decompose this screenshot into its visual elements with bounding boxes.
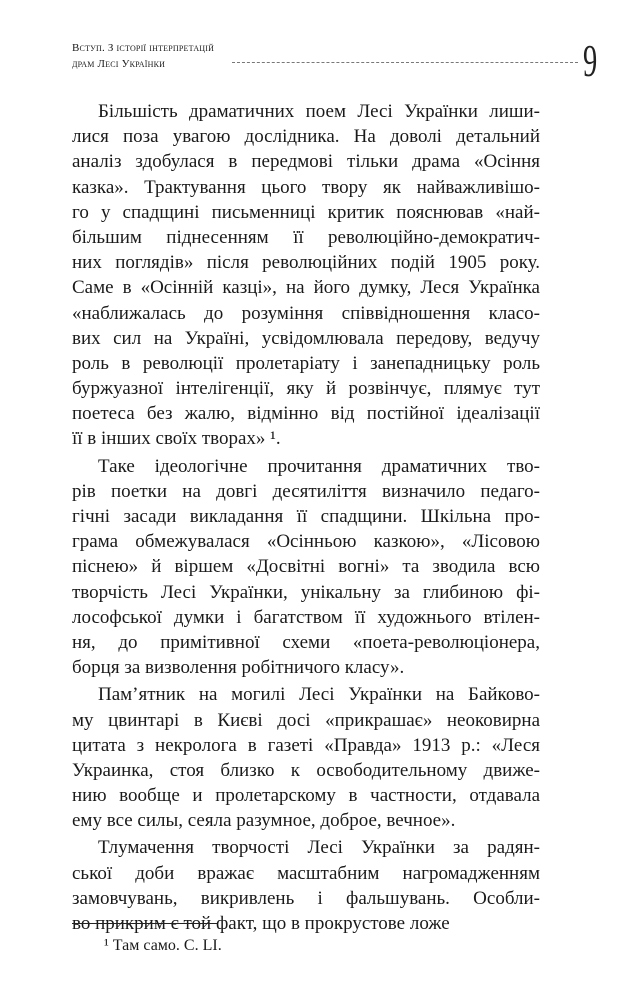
text-line: гічні засади викладання її спадщини. Шкільна про- bbox=[72, 506, 540, 527]
running-head-line-2: драм Лесі Українки bbox=[72, 58, 166, 70]
text-line: її в інших своїх творах» ¹. bbox=[72, 428, 281, 450]
running-head-line-1: Вступ. З історії інтерпретацій bbox=[72, 42, 215, 54]
text-line: му цвинтарі в Києві досі «прикрашає» неоковирна bbox=[72, 709, 540, 731]
text-line: цитата з некролога в газеті «Правда» 1913 р.: «Леся bbox=[72, 734, 540, 756]
text-line: піснею» й віршем «Досвітні вогні» та зводила всю bbox=[72, 556, 540, 578]
text-line: нию вообще и пролетарскому в частности, отдавала bbox=[72, 785, 540, 807]
running-head bbox=[72, 40, 214, 72]
text-line: творчість Лесі Українки, унікальну за глибиною фі- bbox=[72, 581, 540, 603]
text-line: Таке ідеологічне прочитання драматичних тво- bbox=[98, 455, 540, 477]
text-line: ему все силы, сеяла разумное, доброе, вечное». bbox=[72, 810, 456, 832]
text-line: Пам’ятник на могилі Лесі Українки на Байково- bbox=[98, 684, 540, 706]
text-line: поетеса без жалю, відмінно від постійної ідеалізації bbox=[72, 403, 540, 425]
text-line: аналіз здобулася в передмові тільки драма «Осіння bbox=[72, 151, 540, 173]
text-line: рів поетки на довгі десятиліття визначило педаго- bbox=[72, 480, 540, 502]
text-line: лися поза увагою дослідника. На доволі детальний bbox=[72, 126, 540, 148]
text-line: більшим піднесенням її революційно-демократич- bbox=[72, 226, 540, 248]
footnote: ¹ Там само. С. LI. bbox=[104, 937, 222, 954]
text-line: Украинка, стоя близко к освободительному движе- bbox=[72, 759, 540, 781]
text-line: «наближалась до розуміння співвідношення класо- bbox=[72, 302, 540, 324]
text-line: во прикрим є той факт, що в прокрустове ложе bbox=[72, 913, 450, 934]
text-line: замовчувань, викривлень і фальшувань. Особли- bbox=[72, 887, 540, 909]
body-text bbox=[72, 99, 540, 938]
header-rule bbox=[232, 62, 578, 63]
text-line: казка». Трактування цього твору як найважливішо- bbox=[72, 176, 540, 198]
text-line: грама обмежувалася «Осінньою казкою», «Лісовою bbox=[72, 531, 540, 553]
footnote-rule bbox=[72, 923, 217, 924]
text-line: Саме в «Осінній казці», на його думку, Леся Українка bbox=[72, 277, 540, 299]
page-number: 9 bbox=[583, 35, 598, 86]
text-line: роль в революції пролетаріату і занепадницьку роль bbox=[72, 352, 540, 374]
paragraph bbox=[72, 682, 540, 833]
text-line: Більшість драматичних поем Лесі Українки лиши- bbox=[98, 101, 540, 122]
paragraph bbox=[72, 99, 540, 452]
text-line: лософської думки і багатством її художнього втілен- bbox=[72, 606, 540, 628]
paragraph bbox=[72, 835, 540, 936]
text-line: го у спадщині письменниці критик пояснював «най- bbox=[72, 201, 540, 223]
text-line: ської доби вражає масштабним нагромадженням bbox=[72, 862, 540, 884]
text-line: ня, до примітивної схеми «поета-революціонера, bbox=[72, 631, 540, 653]
text-line: борця за визволення робітничого класу». bbox=[72, 657, 405, 679]
text-line: них поглядів» після революційних подій 1905 року. bbox=[72, 252, 540, 274]
text-line: Тлумачення творчості Лесі Українки за радян- bbox=[98, 837, 540, 859]
text-line: буржуазної інтелігенції, яку й розвінчує, плямує тут bbox=[72, 378, 540, 400]
paragraph bbox=[72, 454, 540, 681]
text-line: вих сил на Україні, усвідомлювала передову, ведучу bbox=[72, 327, 540, 349]
